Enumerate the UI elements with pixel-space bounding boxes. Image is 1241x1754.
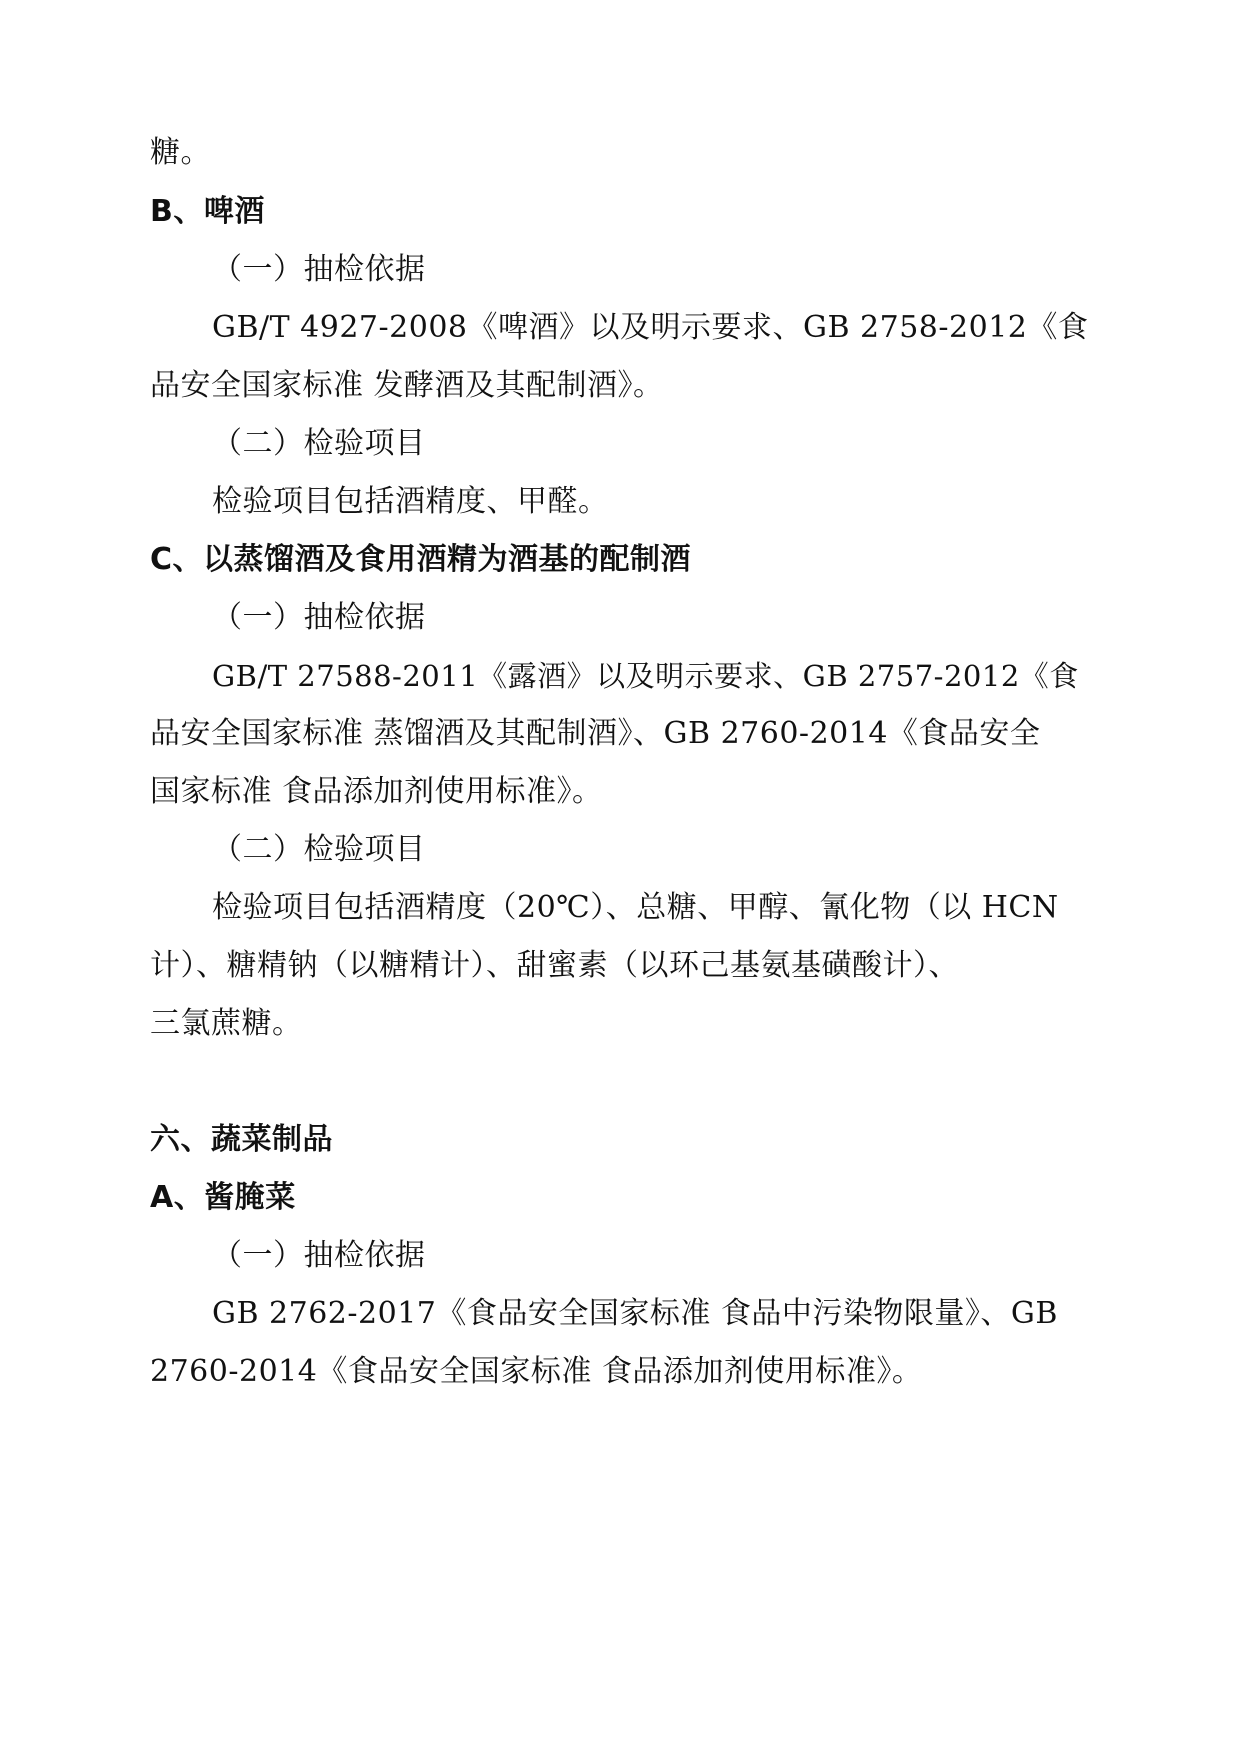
- paragraph-line: 品安全国家标准 发酵酒及其配制酒》。: [150, 368, 664, 403]
- subheading-basis: （一）抽检依据: [212, 600, 426, 635]
- paragraph-line: 三氯蔗糖。: [150, 1006, 303, 1041]
- paragraph-line: 检验项目包括酒精度、甲醛。: [212, 484, 609, 519]
- subheading-items: （二）检验项目: [212, 832, 426, 867]
- paragraph-line: 品安全国家标准 蒸馏酒及其配制酒》、GB 2760-2014《食品安全: [150, 716, 1041, 751]
- subheading-basis: （一）抽检依据: [212, 1238, 426, 1273]
- chapter-heading-vegetables: 六、蔬菜制品: [150, 1122, 333, 1157]
- paragraph-line: 计）、糖精钠（以糖精计）、甜蜜素（以环己基氨基磺酸计）、: [150, 948, 959, 983]
- subheading-items: （二）检验项目: [212, 426, 426, 461]
- paragraph-line: 检验项目包括酒精度（20℃）、总糖、甲醇、氰化物（以 HCN: [212, 890, 1059, 925]
- subheading-basis: （一）抽检依据: [212, 252, 426, 287]
- section-heading-beer: B、啤酒: [150, 194, 265, 229]
- paragraph-line: GB/T 27588-2011《露酒》以及明示要求、GB 2757-2012《食: [212, 659, 1079, 693]
- paragraph-line: GB 2762-2017《食品安全国家标准 食品中污染物限量》、GB: [212, 1296, 1058, 1331]
- paragraph-line: 糖。: [150, 135, 211, 170]
- section-heading-liqueur: C、以蒸馏酒及食用酒精为酒基的配制酒: [150, 542, 692, 577]
- paragraph-line: GB/T 4927-2008《啤酒》以及明示要求、GB 2758-2012《食: [212, 310, 1089, 345]
- section-heading-pickles: A、酱腌菜: [150, 1180, 296, 1215]
- paragraph-line: 2760-2014《食品安全国家标准 食品添加剂使用标准》。: [150, 1354, 923, 1389]
- paragraph-line: 国家标准 食品添加剂使用标准》。: [150, 774, 603, 809]
